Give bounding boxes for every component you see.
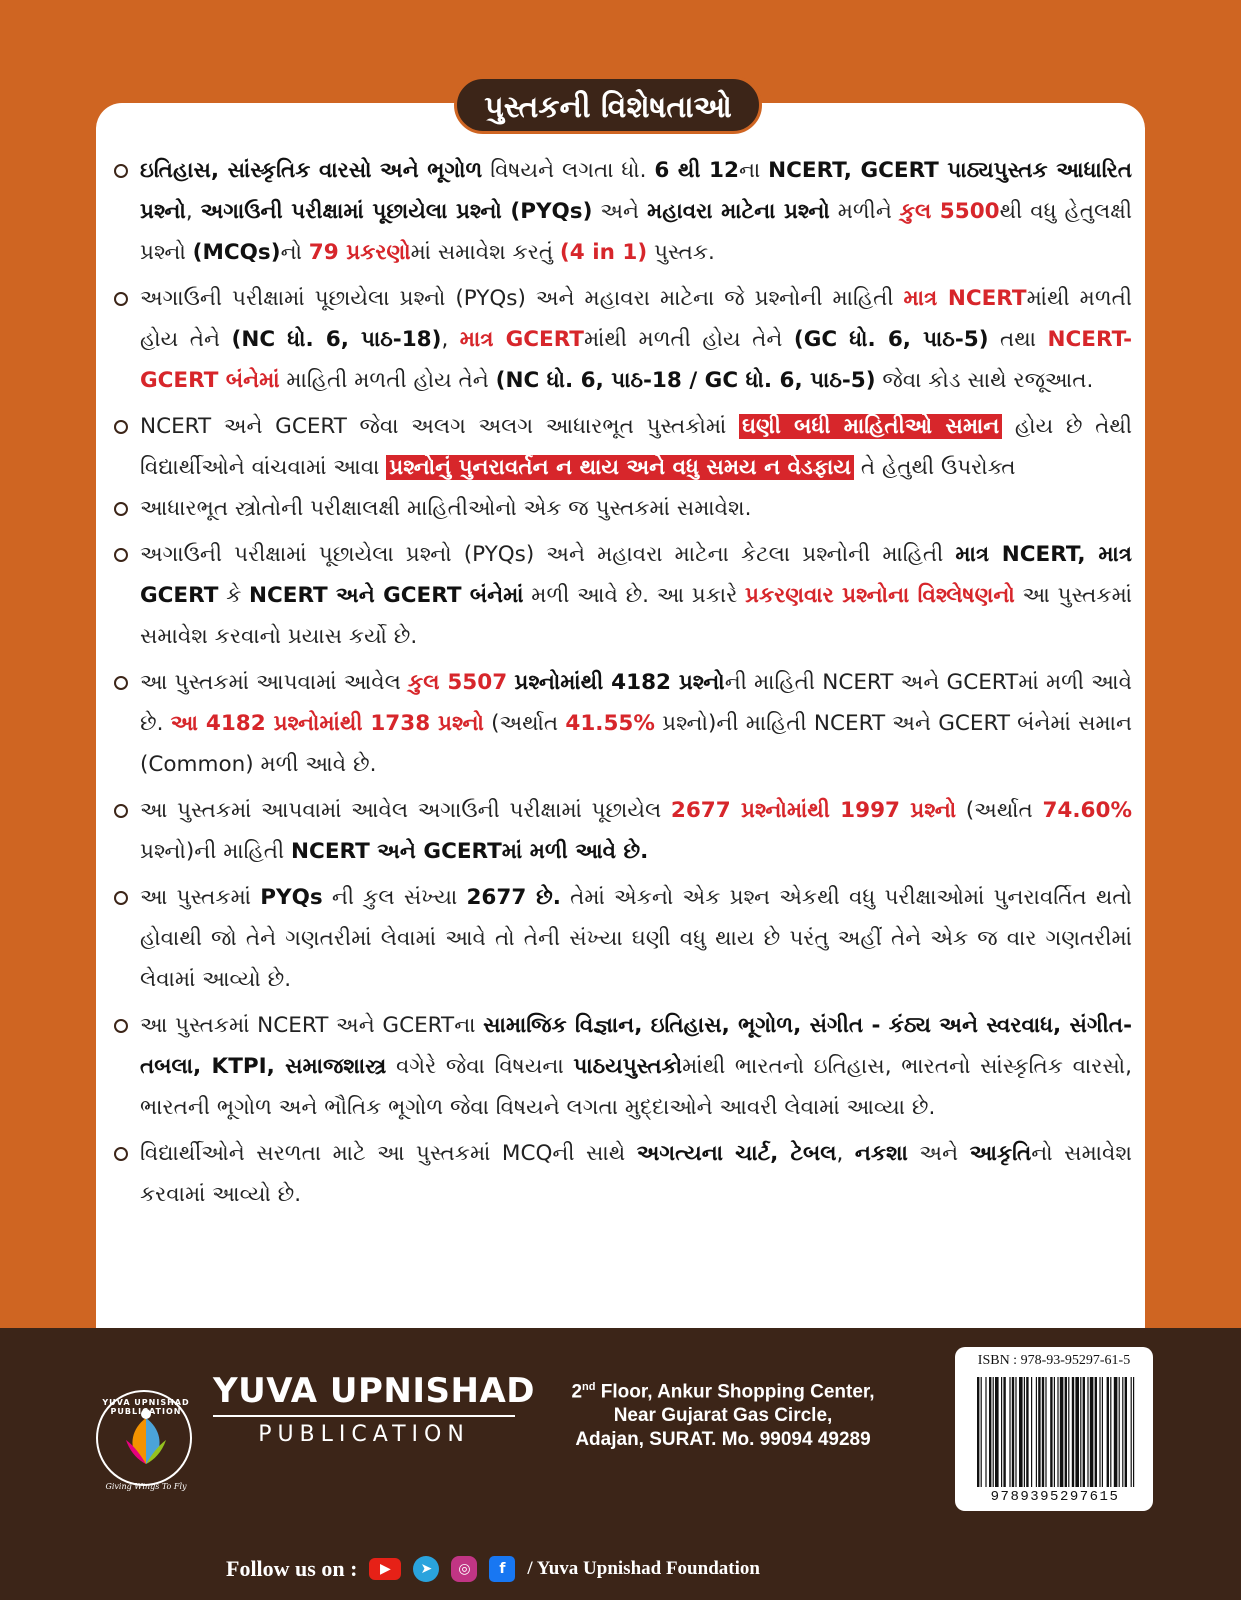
- publisher-address: [553, 1375, 893, 1452]
- body-text: અગાઉની પરીક્ષામાં પૂછાયેલા પ્રશ્નો (PYQs) અને મહાવરા માટેના જે પ્રશ્નોની માહિતી: [140, 286, 904, 311]
- barcode-bar: [1012, 1377, 1014, 1487]
- feature-item: [112, 278, 1132, 401]
- barcode-bar: [1015, 1377, 1016, 1487]
- highlighted-text: ઘણી બધી માહિતીઓ સમાન: [739, 414, 1002, 439]
- highlighted-text: પ્રશ્નોનું પુનરાવર્તન ન થાય અને વધુ સમય ન વેડફાય: [386, 455, 854, 480]
- body-text: ,: [185, 199, 201, 224]
- barcode-bar: [1075, 1377, 1079, 1487]
- body-text: માહિતી મળતી હોય તેને: [279, 368, 496, 393]
- emphasis-bold-text: સામાજિક વિજ્ઞાન, ઇતિહાસ, ભૂગોળ, સંગીત - કંઠ્ય અને સ્વરવાધ, સંગીત-તબલા, KTPI, સમાજશાસ્ત્ર: [140, 1013, 1132, 1079]
- barcode-bar: [985, 1377, 986, 1487]
- barcode-bar: [1003, 1377, 1005, 1487]
- emphasis-bold-text: 2677 છે.: [466, 885, 561, 910]
- barcode-bar: [1042, 1377, 1044, 1487]
- body-text: અને: [592, 199, 648, 224]
- barcode-bar: [1083, 1377, 1085, 1487]
- barcode-bar: [1080, 1377, 1081, 1487]
- body-text: વિષયને લગતા ધો.: [482, 158, 655, 183]
- barcode-bar: [1125, 1377, 1127, 1487]
- body-text: મળી આવે છે. આ પ્રકારે: [523, 583, 746, 608]
- feature-item: [112, 488, 1132, 529]
- emphasis-red-text: NCERT-GCERT બંનેમાં: [140, 327, 1132, 393]
- feature-item: [112, 790, 1132, 872]
- logo-text: YUVA UPNISHAD PUBLICATION: [102, 1398, 190, 1416]
- barcode-bar: [1038, 1377, 1040, 1487]
- body-text: ,: [836, 1141, 855, 1166]
- emphasis-bold-text: નકશા: [854, 1141, 908, 1166]
- youtube-icon[interactable]: ▶: [369, 1558, 401, 1580]
- bullet-ring-icon: [114, 292, 128, 306]
- body-text: ની માહિતી NCERT અને GCERTમાં મળી આવે છે.: [140, 670, 1133, 736]
- emphasis-bold-text: અગત્યના ચાર્ટ, ટેબલ: [636, 1141, 837, 1166]
- body-text: નો સમાવેશ કરવામાં આવ્યો છે.: [140, 1141, 1132, 1207]
- body-text: (અર્થાત: [956, 798, 1043, 823]
- address-line-1: 2nd Floor, Ankur Shopping Center,: [571, 1381, 875, 1403]
- barcode-bar: [1122, 1377, 1123, 1487]
- emphasis-bold-text: 6 થી 12: [654, 158, 739, 183]
- bullet-ring-icon: [114, 164, 128, 178]
- barcode-bar: [1102, 1377, 1103, 1487]
- body-text: આ પુસ્તકમાં આપવામાં આવેલ અગાઉની પરીક્ષામાં પૂછાયેલ: [140, 798, 671, 823]
- body-text: હોય છે તેથી વિદ્યાર્થીઓને વાંચવામાં આવા: [140, 414, 1132, 480]
- feature-item: [112, 150, 1132, 273]
- barcode-bar: [1110, 1377, 1111, 1487]
- telegram-icon[interactable]: ➤: [413, 1556, 439, 1582]
- body-text: થી વધુ હેતુલક્ષી પ્રશ્નો: [140, 199, 1133, 265]
- barcode-bar: [1095, 1377, 1097, 1487]
- publisher-footer: [0, 1328, 1241, 1600]
- body-text: માંથી મળતી હોય તેને: [583, 327, 794, 352]
- feature-item: [112, 406, 1132, 488]
- barcode-bar: [1036, 1377, 1037, 1487]
- bullet-ring-icon: [114, 804, 128, 818]
- body-text: ની કુલ સંખ્યા: [322, 885, 467, 910]
- body-text: અને: [907, 1141, 970, 1166]
- body-text: પ્રશ્નો)ની માહિતી NCERT અને GCERT બંનેમાં સમાન (Common) મળી આવે છે.: [140, 711, 1132, 777]
- bullet-ring-icon: [114, 548, 128, 562]
- barcode-bar: [1057, 1377, 1058, 1487]
- body-text: અગાઉની પરીક્ષામાં પૂછાયેલા પ્રશ્નો (PYQs) અને મહાવરા માટેના કેટલા પ્રશ્નોની માહિતી: [140, 542, 956, 567]
- body-text: નો: [280, 240, 309, 265]
- body-text: તેમાં એકનો એક પ્રશ્ન એકથી વધુ પરીક્ષાઓમાં પુનરાવર્તિત થતો હોવાથી જો તેને ગણતરીમાં લેવામાં આવે તો તેની સંખ્યા ઘણી વધુ થાય છે પરંતુ અહીં તેને એક જ વાર ગણતરીમાં લેવામાં આવ્યો છે.: [140, 885, 1132, 992]
- body-text: તે હેતુથી ઉપરોક્ત: [854, 455, 1016, 480]
- emphasis-red-text: (4 in 1): [559, 240, 648, 265]
- bullet-ring-icon: [114, 1147, 128, 1161]
- barcode-bar: [981, 1377, 982, 1487]
- body-text: (અર્થાત: [483, 711, 566, 736]
- feature-item: [112, 662, 1132, 785]
- facebook-icon[interactable]: f: [489, 1556, 515, 1582]
- body-text: કે: [218, 583, 249, 608]
- barcode-bar: [977, 1377, 979, 1487]
- feature-item: [112, 1005, 1132, 1128]
- emphasis-red-text: માત્ર GCERT: [459, 327, 584, 352]
- body-text: માંથી મળતી હોય તેને: [140, 286, 1133, 352]
- body-text: આ પુસ્તકમાં: [140, 885, 261, 910]
- publisher-sub: PUBLICATION: [258, 1422, 470, 1447]
- emphasis-red-text: કુલ 5507: [408, 670, 508, 695]
- publisher-logo: [96, 1390, 196, 1490]
- emphasis-bold-text: PYQs: [260, 885, 323, 910]
- body-text: આ પુસ્તકમાં NCERT અને GCERTના: [140, 1013, 484, 1038]
- emphasis-bold-text: પાઠયપુસ્તકો: [573, 1054, 683, 1079]
- body-text: આધારભૂત સ્ત્રોતોની પરીક્ષાલક્ષી માહિતીઓનો એક જ પુસ્તકમાં સમાવેશ.: [140, 496, 752, 521]
- emphasis-bold-text: (MCQs): [192, 240, 281, 265]
- barcode-bar: [989, 1377, 991, 1487]
- emphasis-red-text: 79 પ્રકરણો: [308, 240, 411, 265]
- body-text: આ પુસ્તકમાં સમાવેશ કરવાનો પ્રયાસ કર્યો છે.: [140, 583, 1133, 649]
- emphasis-bold-text: પ્રશ્નોમાંથી 4182 પ્રશ્નો: [514, 670, 725, 695]
- barcode-digits: 9789395297615: [990, 1489, 1120, 1505]
- barcode-bar: [1024, 1377, 1025, 1487]
- barcode-bar: [1068, 1377, 1069, 1487]
- barcode-icon: [975, 1377, 1137, 1487]
- emphasis-bold-text: (GC ધો. 6, પાઠ-5): [793, 327, 989, 352]
- bullet-ring-icon: [114, 891, 128, 905]
- barcode-bar: [1054, 1377, 1055, 1487]
- feature-item: [112, 877, 1132, 1000]
- barcode-bar: [1114, 1377, 1118, 1487]
- brand-divider: [213, 1415, 515, 1417]
- barcode-bar: [1001, 1377, 1002, 1487]
- emphasis-bold-text: (NC ધો. 6, પાઠ-18 / GC ધો. 6, પાઠ-5): [495, 368, 876, 393]
- emphasis-red-text: આ 4182 પ્રશ્નોમાંથી 1738 પ્રશ્નો: [170, 711, 484, 736]
- follow-label: Follow us on :: [226, 1556, 358, 1581]
- barcode-bar: [1090, 1377, 1094, 1487]
- bullet-ring-icon: [114, 502, 128, 516]
- emphasis-bold-text: (NC ધો. 6, પાઠ-18): [231, 327, 442, 352]
- body-text: માંથી ભારતનો ઇતિહાસ, ભારતનો સાંસ્કૃતિક વારસો, ભારતની ભૂગોળ અને ભૌતિક ભૂગોળ જેવા વિષયને લગતા મુદ્દાઓને આવરી લેવામાં આવ્યા છે.: [140, 1054, 1132, 1120]
- emphasis-bold-text: આકૃતિ: [969, 1141, 1032, 1166]
- barcode-bar: [1099, 1377, 1100, 1487]
- emphasis-red-text: માત્ર NCERT: [903, 286, 1027, 311]
- isbn-label: ISBN : 978-93-95297-61-5: [977, 1353, 1131, 1368]
- body-text: વિદ્યાર્થીઓને સરળતા માટે આ પુસ્તકમાં MCQની સાથે: [140, 1141, 637, 1166]
- barcode-bar: [1131, 1377, 1132, 1487]
- social-handle[interactable]: / Yuva Upnishad Foundation: [527, 1558, 760, 1579]
- emphasis-bold-text: અગાઉની પરીક્ષામાં પૂછાયેલા પ્રશ્નો (PYQs): [200, 199, 593, 224]
- body-text: મળીને: [829, 199, 900, 224]
- barcode-bar: [1019, 1377, 1023, 1487]
- body-text: આ પુસ્તકમાં આપવામાં આવેલ: [140, 670, 409, 695]
- barcode-bar: [995, 1377, 999, 1487]
- emphasis-bold-text: NCERT અને GCERT બંનેમાં: [248, 583, 524, 608]
- barcode-bar: [1133, 1377, 1134, 1487]
- bullet-ring-icon: [114, 420, 128, 434]
- emphasis-red-text: 41.55%: [565, 711, 655, 736]
- features-list: [112, 150, 1132, 1220]
- barcode-bar: [1060, 1377, 1064, 1487]
- emphasis-bold-text: માત્ર NCERT, માત્ર GCERT: [140, 542, 1132, 608]
- body-text: પ્રશ્નો)ની માહિતી: [140, 839, 292, 864]
- barcode-bar: [1072, 1377, 1074, 1487]
- address-line-3: Adajan, SURAT. Mo. 99094 49289: [575, 1429, 871, 1451]
- emphasis-bold-text: NCERT, GCERT પાઠ્યપુસ્તક આધારિત પ્રશ્નો: [140, 158, 1132, 224]
- publisher-name: YUVA UPNISHAD: [213, 1371, 535, 1411]
- instagram-icon[interactable]: ◎: [451, 1556, 477, 1582]
- bullet-ring-icon: [114, 676, 128, 690]
- social-links: [226, 1554, 760, 1584]
- emphasis-bold-text: NCERT અને GCERTમાં મળી આવે છે.: [291, 839, 649, 864]
- body-text: NCERT અને GCERT જેવા અલગ અલગ આધારભૂત પુસ્તકોમાં: [140, 414, 739, 439]
- barcode-bar: [993, 1377, 994, 1487]
- bullet-ring-icon: [114, 1019, 128, 1033]
- feature-item: [112, 534, 1132, 657]
- emphasis-red-text: કુલ 5500: [899, 199, 1000, 224]
- isbn-barcode-box: [955, 1347, 1153, 1511]
- body-text: પુસ્તક.: [647, 240, 715, 265]
- body-text: તથા: [988, 327, 1048, 352]
- address-line-2: Near Gujarat Gas Circle,: [613, 1405, 833, 1427]
- emphasis-bold-text: ઇતિહાસ, સાંસ્કૃતિક વારસો અને ભૂગોળ: [140, 158, 483, 183]
- emphasis-bold-text: મહાવરા માટેના પ્રશ્નો: [647, 199, 830, 224]
- barcode-bar: [1065, 1377, 1067, 1487]
- page-title: પુસ્તકની વિશેષતાઓ: [454, 76, 762, 134]
- barcode-bar: [1045, 1377, 1046, 1487]
- body-text: ,: [441, 327, 460, 352]
- barcode-bar: [1031, 1377, 1032, 1487]
- logo-tagline: Giving Wings To Fly: [105, 1482, 187, 1491]
- barcode-bar: [1050, 1377, 1052, 1487]
- emphasis-red-text: 74.60%: [1042, 798, 1132, 823]
- barcode-bar: [1119, 1377, 1120, 1487]
- feature-item: [112, 1133, 1132, 1215]
- body-text: વગેરે જેવા વિષયના: [386, 1054, 574, 1079]
- barcode-bar: [1026, 1377, 1028, 1487]
- barcode-bar: [1107, 1377, 1109, 1487]
- barcode-bar: [1009, 1377, 1010, 1487]
- emphasis-red-text: પ્રકરણવાર પ્રશ્નોના વિશ્લેષણનો: [745, 583, 1015, 608]
- body-text: ના: [738, 158, 769, 183]
- barcode-bar: [1087, 1377, 1088, 1487]
- body-text: જેવા કોડ સાથે રજૂઆત.: [875, 368, 1094, 393]
- body-text: માં સમાવેશ કરતું: [410, 240, 560, 265]
- emphasis-red-text: 2677 પ્રશ્નોમાંથી 1997 પ્રશ્નો: [670, 798, 957, 823]
